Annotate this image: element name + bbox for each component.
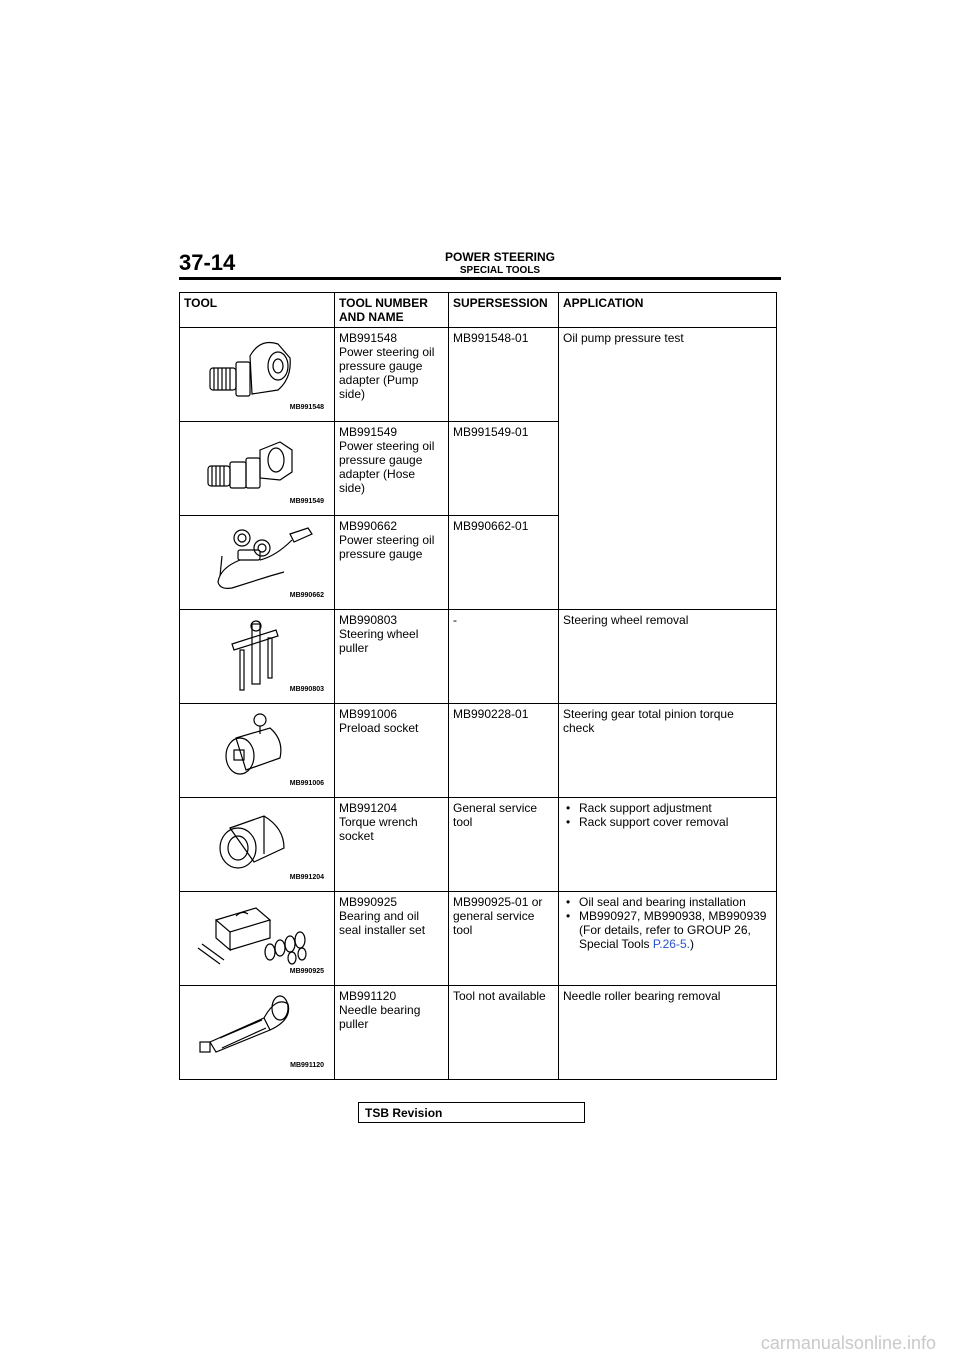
supersession-line: General service [453, 801, 538, 815]
tool-name-line: puller [339, 1017, 369, 1031]
tool-name-line: Power steering oil [339, 345, 435, 359]
tool-image-label: MB991548 [289, 404, 324, 411]
tool-image-cell [180, 328, 335, 422]
tool-number-name [335, 516, 449, 610]
application: Steering wheel removal [559, 610, 777, 704]
tool-name-line: pressure gauge [339, 359, 423, 373]
tool-number: MB991006 [339, 707, 398, 721]
application-detail-tail: ) [689, 937, 694, 951]
tool-image-cell [180, 892, 335, 986]
supersession-line: - [453, 613, 457, 627]
supersession [449, 516, 559, 610]
subsection-title: SPECIAL TOOLS [459, 265, 541, 276]
table-row [180, 798, 777, 892]
tool-image-label: MB990662 [289, 592, 324, 599]
supersession-line: MB990228-01 [453, 707, 529, 721]
application: Needle roller bearing removal [559, 986, 777, 1080]
tool-image-label: MB991006 [289, 780, 324, 787]
section-title: POWER STEERING [444, 250, 555, 264]
tool-image-label: MB990925 [289, 968, 324, 975]
application: Oil pump pressure test [559, 328, 777, 610]
tool-image-cell [180, 516, 335, 610]
supersession-line: MB991548-01 [453, 331, 529, 345]
tool-name-line: Power steering oil [339, 439, 435, 453]
supersession-line: MB991549-01 [453, 425, 529, 439]
tool-image-cell [180, 704, 335, 798]
tool-image-label: MB991120 [290, 1062, 324, 1069]
supersession-line: Tool not available [453, 989, 546, 1003]
watermark: carmanualsonline.info [760, 1333, 936, 1353]
tool-name-line: Steering wheel [339, 627, 419, 641]
tool-number-name [335, 798, 449, 892]
tool-name-line: pressure gauge [339, 453, 423, 467]
tool-name-line: Needle bearing [339, 1003, 421, 1017]
col-header-tool: TOOL [180, 293, 335, 328]
table-row [180, 610, 777, 704]
tool-number: MB991120 [339, 989, 397, 1003]
tool-number-name [335, 610, 449, 704]
tool-name-line: socket [339, 829, 374, 843]
tool-image-cell [180, 798, 335, 892]
tool-number-name [335, 892, 449, 986]
tool-name-line: puller [339, 641, 369, 655]
tool-number: MB990662 [339, 519, 398, 533]
tool-name-line: adapter (Hose [339, 467, 416, 481]
supersession [449, 328, 559, 422]
tool-name-line: Torque wrench [339, 815, 418, 829]
application-line: check [563, 721, 595, 735]
tsb-revision-box: TSB Revision [358, 1102, 585, 1123]
supersession [449, 610, 559, 704]
tool-number: MB990925 [339, 895, 398, 909]
group-26-reference-link[interactable]: P.26-5. [652, 937, 690, 951]
table-header-row [180, 293, 777, 328]
tool-number: MB991549 [339, 425, 398, 439]
tool-name-line: side) [339, 481, 366, 495]
application-list [563, 801, 772, 829]
supersession [449, 986, 559, 1080]
tool-number: MB991204 [339, 801, 398, 815]
table-row [180, 328, 777, 422]
application-bullet [563, 909, 772, 951]
tool-number-name [335, 328, 449, 422]
page-number: 37-14 [179, 250, 236, 275]
application-bullet-text: • MB990927, MB990938, MB990939 [579, 909, 767, 923]
tool-number: MB990803 [339, 613, 398, 627]
application-detail-line: (For details, refer to GROUP 26, [579, 923, 751, 937]
section-header [380, 251, 620, 277]
application-detail-line: Special Tools [579, 937, 653, 951]
supersession [449, 704, 559, 798]
application-bullet: • Rack support cover removal [563, 815, 772, 829]
supersession-line: MB990662-01 [453, 519, 529, 533]
tool-name-line: adapter (Pump [339, 373, 419, 387]
application-line: Steering gear total pinion torque [563, 707, 734, 721]
supersession [449, 422, 559, 516]
col-header-number: TOOL NUMBER AND NAME [335, 293, 449, 328]
supersession-line: tool [453, 923, 473, 937]
supersession [449, 892, 559, 986]
application [559, 892, 777, 986]
tool-image-cell [180, 986, 335, 1080]
tool-image-label: MB991549 [289, 498, 324, 505]
tool-name-line: pressure gauge [339, 547, 423, 561]
tool-image-label: MB990803 [289, 686, 324, 693]
tool-number: MB991548 [339, 331, 398, 345]
application [559, 798, 777, 892]
table-row [180, 986, 777, 1080]
tool-image-cell [180, 422, 335, 516]
supersession-line: general service [453, 909, 535, 923]
supersession [449, 798, 559, 892]
tool-name-line: Bearing and oil [339, 909, 420, 923]
application-bullet: • Oil seal and bearing installation [563, 895, 772, 909]
tool-number-name [335, 422, 449, 516]
special-tools-table [179, 292, 777, 1080]
tool-number-name [335, 986, 449, 1080]
header-rule [179, 277, 781, 280]
tool-name-line: Preload socket [339, 721, 419, 735]
tool-name-line: Power steering oil [339, 533, 435, 547]
col-header-supersession: SUPERSESSION [449, 293, 559, 328]
table-row [180, 704, 777, 798]
application-list [563, 895, 772, 951]
tool-number-name [335, 704, 449, 798]
col-header-application: APPLICATION [559, 293, 777, 328]
supersession-line: tool [453, 815, 473, 829]
tool-image-cell [180, 610, 335, 704]
tool-name-line: seal installer set [339, 923, 426, 937]
application-bullet: • Rack support adjustment [563, 801, 772, 815]
application [559, 704, 777, 798]
supersession-line: MB990925-01 or [453, 895, 543, 909]
tool-name-line: side) [339, 387, 366, 401]
table-row [180, 892, 777, 986]
tool-image-label: MB991204 [289, 874, 324, 881]
